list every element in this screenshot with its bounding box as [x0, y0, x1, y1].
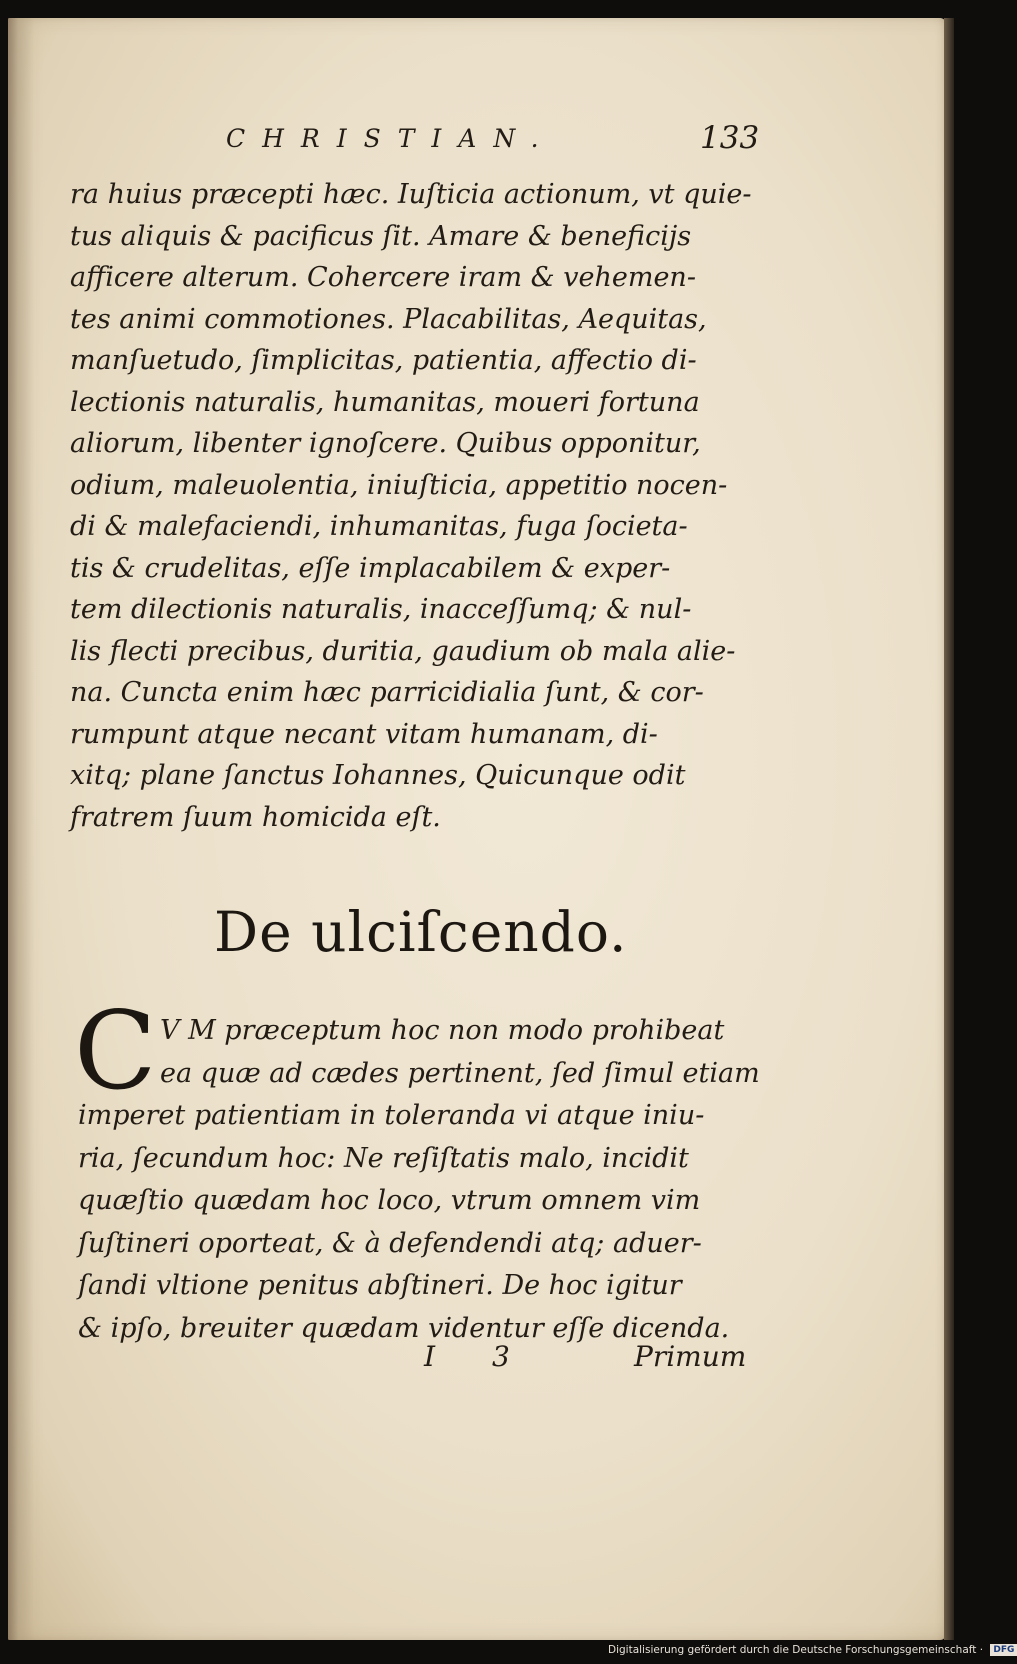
page-footer — [0, 1340, 1000, 1380]
text-line: manſuetudo, ſimplicitas, patientia, affectio di- — [70, 345, 697, 376]
text-line: V M præceptum hoc non modo prohibeat — [160, 1015, 725, 1046]
text-line: na. Cuncta enim hæc parricidialia ſunt, & cor- — [70, 677, 704, 708]
text-line: tis & crudelitas, eſſe implacabilem & exper- — [70, 552, 671, 584]
text-line: lis flecti precibus, duritia, gaudium ob mala alie- — [70, 635, 736, 667]
text-line: ea quæ ad cædes pertinent, ſed ſimul etiam — [160, 1057, 760, 1089]
text-line: lectionis naturalis, humanitas, moueri fortuna — [70, 386, 700, 418]
running-head: CHRISTIAN. — [226, 124, 556, 153]
text-line: ſandi vltione penitus abſtineri. De hoc igitur — [78, 1270, 682, 1301]
text-line: xitq; plane ſanctus Iohannes, Quicunque odit — [70, 760, 686, 791]
page-gutter-shadow — [8, 18, 34, 1640]
text-line: tes animi commotiones. Placabilitas, Aequitas, — [70, 303, 707, 335]
page-number: 133 — [700, 120, 760, 156]
text-line: di & malefaciendi, inhumanitas, fuga ſocieta- — [70, 511, 688, 542]
text-line: tus aliquis & pacificus ſit. Amare & beneficijs — [70, 220, 692, 252]
text-line: ra huius præcepti hæc. Iuſticia actionum, vt quie- — [70, 179, 752, 210]
signature-mark: I 3 — [424, 1340, 534, 1373]
section-heading: De ulciſcendo. — [214, 900, 628, 964]
text-line: rumpunt atque necant vitam humanam, di- — [70, 718, 658, 750]
page-edge — [944, 18, 954, 1640]
page-header — [0, 120, 1000, 164]
digitization-credit — [608, 1644, 1017, 1656]
dfg-logo-icon: DFG — [990, 1644, 1017, 1656]
catchword: Primum — [634, 1340, 747, 1373]
text-line: fratrem ſuum homicida eſt. — [70, 801, 441, 833]
body-paragraph — [70, 174, 750, 838]
text-line: ſuſtineri oporteat, & à defendendi atq; aduer- — [78, 1227, 702, 1259]
text-line: imperet patientiam in toleranda vi atque iniu- — [78, 1100, 705, 1131]
text-line: afficere alterum. Cohercere iram & vehemen- — [70, 262, 696, 293]
credit-text: Digitalisierung gefördert durch die Deutsche Forschungsgemeinschaft · — [608, 1644, 984, 1656]
text-line: odium, maleuolentia, iniuſticia, appetitio nocen- — [70, 469, 728, 501]
text-line: ria, ſecundum hoc: Ne reſiſtatis malo, incidit — [78, 1142, 689, 1174]
section-paragraph — [74, 989, 768, 1350]
text-line: aliorum, libenter ignoſcere. Quibus opponitur, — [70, 428, 701, 459]
drop-cap-initial: C — [74, 989, 157, 1114]
text-line: & ipſo, breuiter quædam videntur eſſe dicenda. — [78, 1312, 730, 1344]
text-line: quæſtio quædam hoc loco, vtrum omnem vim — [78, 1185, 701, 1216]
text-line: tem dilectionis naturalis, inacceſſumq; & nul- — [70, 594, 692, 625]
